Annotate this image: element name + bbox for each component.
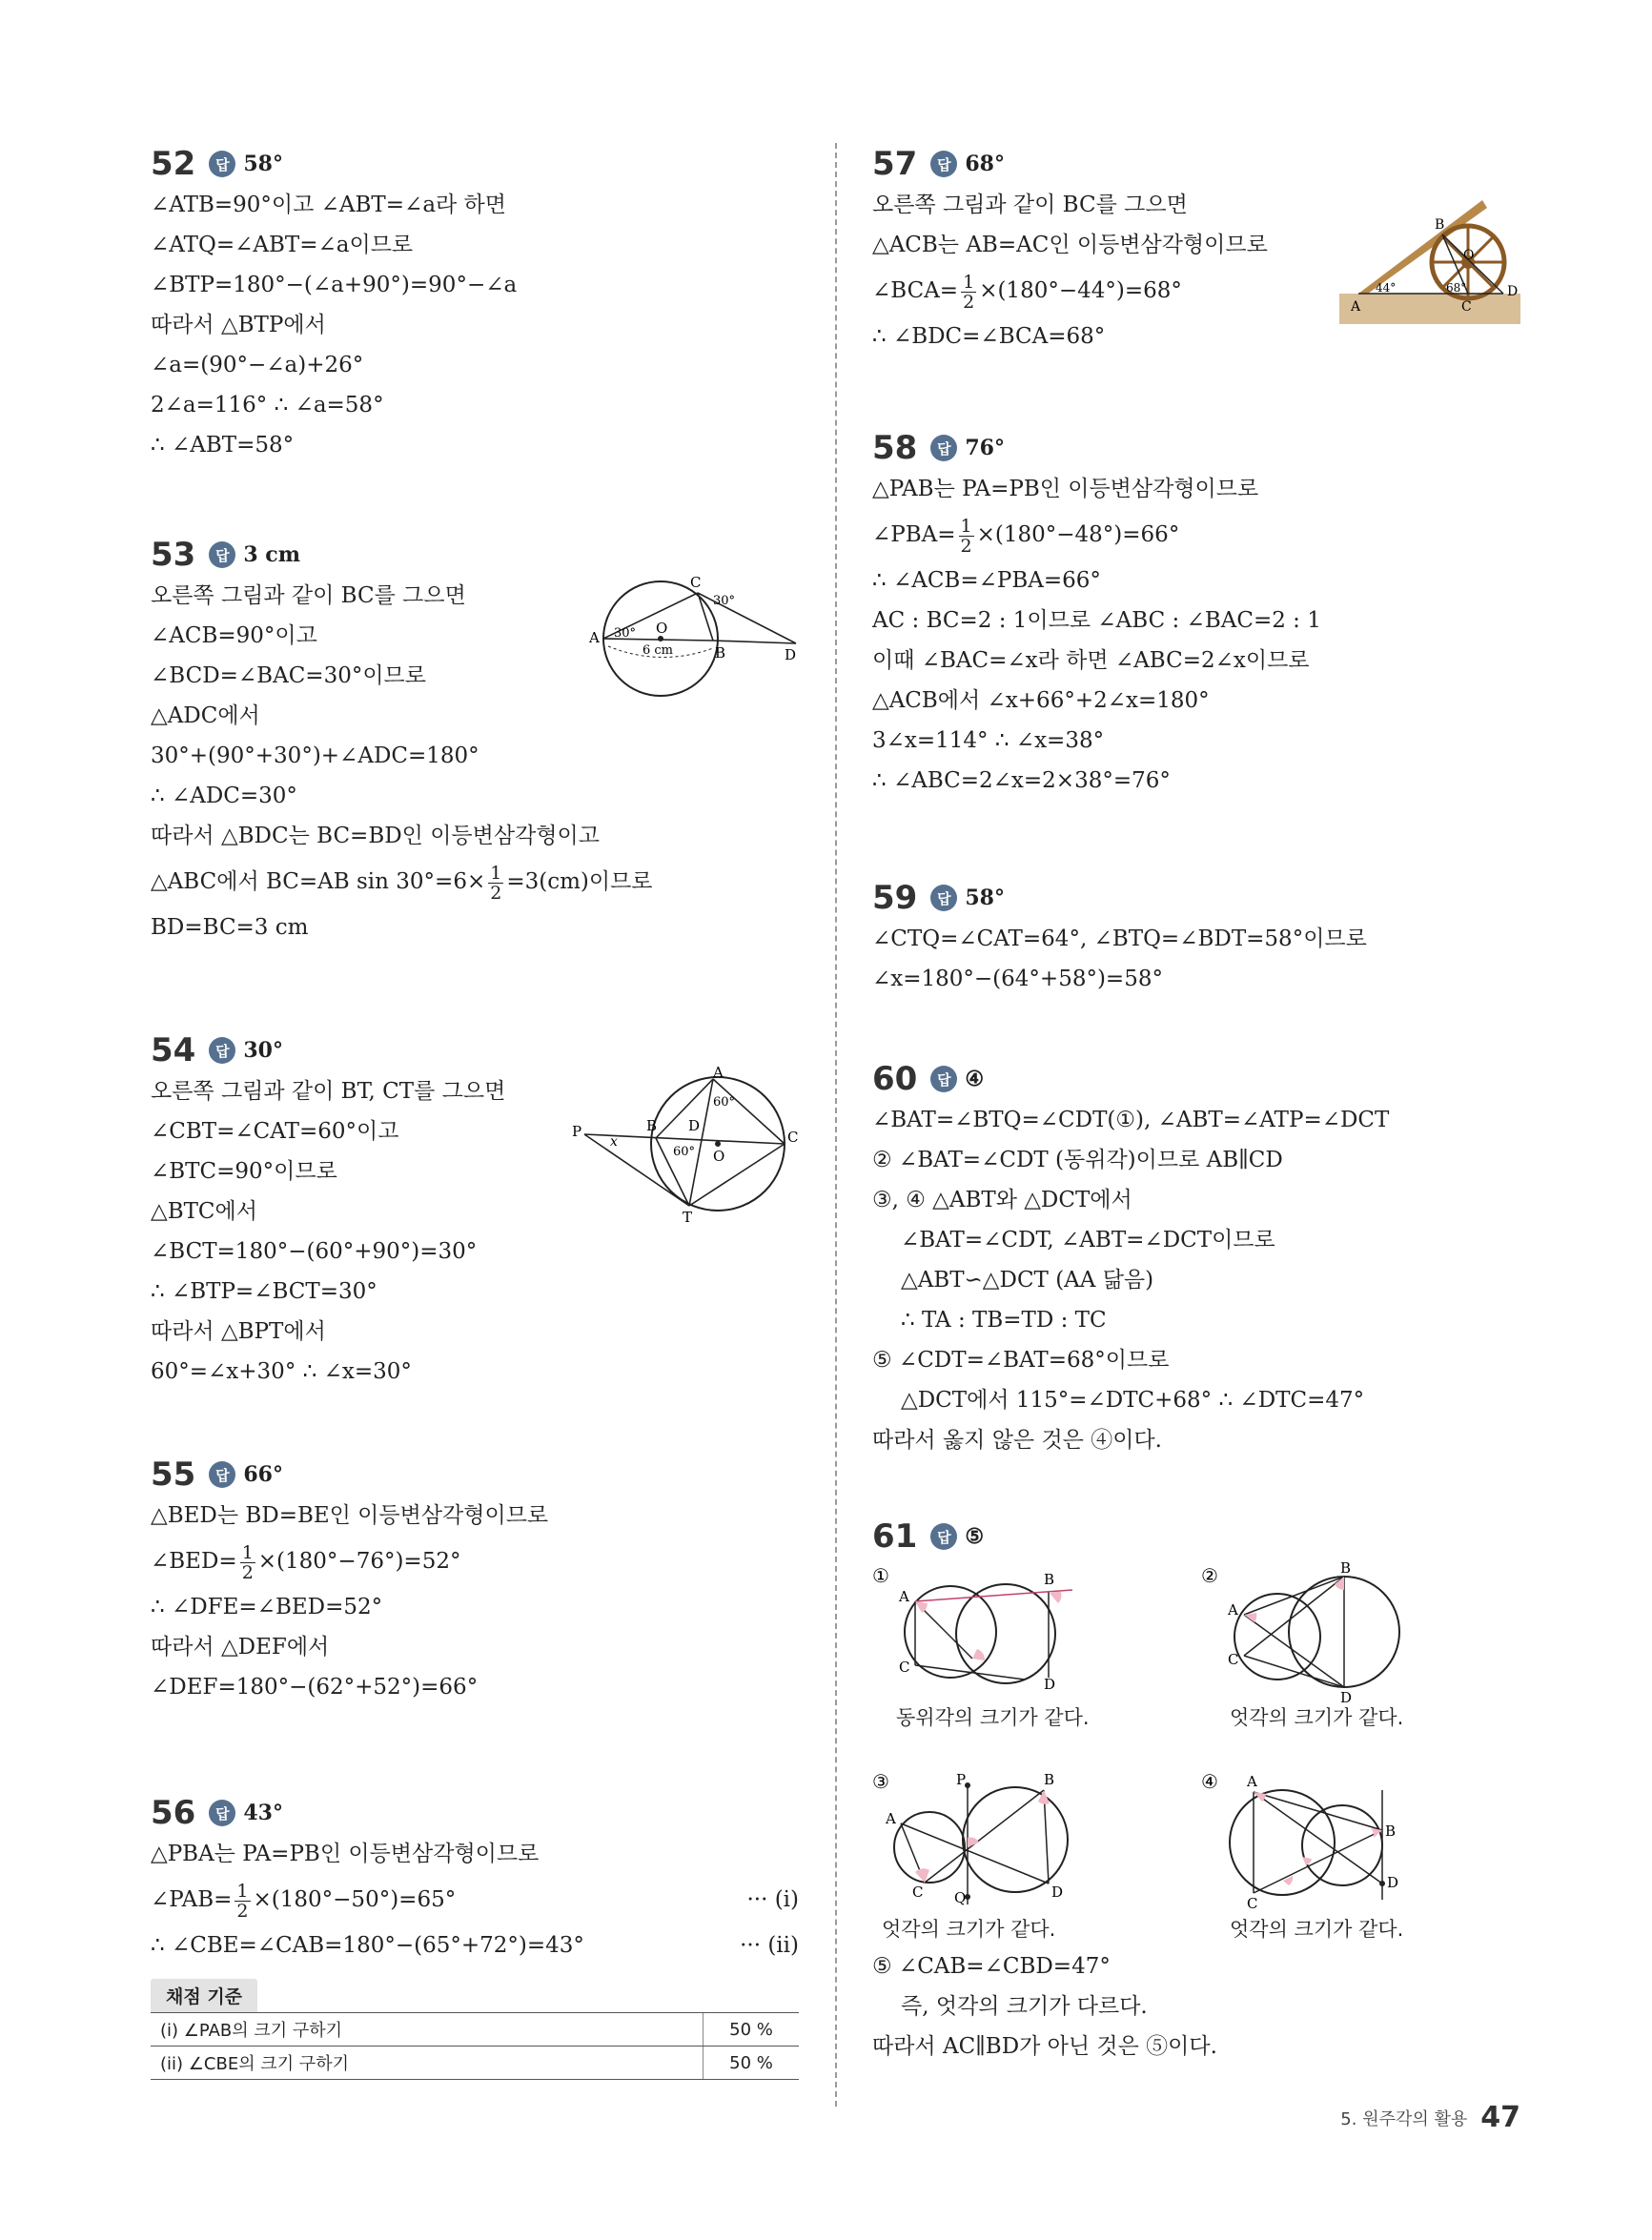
criteria-cell: (ii) ∠CBE의 크기 구하기 [151,2047,704,2080]
answer-value: 3 cm [243,542,300,567]
label-P: P [956,1771,967,1788]
solution-line: △BED는 BD=BE인 이등변삼각형이므로 [151,1503,549,1528]
label-O: O [713,1148,725,1165]
problem-52 [151,143,517,465]
text-segment: =3(cm)이므로 [506,869,653,894]
text-segment: ×(180°−48°)=66° [976,522,1180,547]
problem-number: 60 [872,1060,918,1098]
text-segment: ∠PAB= [151,1887,233,1912]
solution-line: ∠BTP=180°−(∠a+90°)=90°−∠a [151,273,518,297]
label-A: A [1228,1601,1238,1619]
solution-line: ∠ATB=90°이고 ∠ABT=∠a라 하면 [151,193,506,217]
problem-55 [151,1454,548,1707]
problem-54 [151,1029,799,1392]
solution-line: 따라서 △DEF에서 [151,1635,330,1660]
length-label: 6 cm [642,643,674,658]
solution-line [872,509,1321,560]
problem-59 [872,877,1367,999]
figure-61-3 [872,1771,1101,1908]
denominator: 2 [241,1561,254,1583]
text-segment: △ABC에서 BC=AB sin 30°=6× [151,869,486,894]
figure-61-4 [1201,1770,1420,1912]
scoring-table [151,1979,799,2080]
label-C: C [912,1884,924,1901]
label-B: B [715,644,726,662]
answer-badge: 답 [930,1066,957,1092]
figure-caption: 엇각의 크기가 같다. [882,1918,1056,1941]
answer-badge: 답 [930,151,957,177]
label-A: A [589,629,600,646]
denominator: 2 [490,882,502,904]
fraction [488,864,503,903]
table-row [151,2047,799,2080]
numerator: 1 [490,862,502,884]
problem-number: 53 [151,536,196,574]
solution-line [151,856,799,907]
answer-value: 30° [243,1038,283,1063]
solution-line: △PAB는 PA=PB인 이등변삼각형이므로 [872,477,1259,501]
problem-number: 56 [151,1794,196,1832]
label-B: B [1044,1571,1055,1588]
label-C: C [1228,1651,1239,1668]
label-D: D [1051,1884,1064,1901]
label-O: O [656,620,668,637]
problem-57 [872,143,1540,356]
angle-label: 30° [713,594,736,608]
label-C: C [899,1659,910,1676]
fraction [235,1882,250,1921]
text-segment: ∴ ∠CBE=∠CAB=180°−(65°+72°)=43° [151,1933,584,1958]
problem-number: 57 [872,145,918,183]
answer-value: 66° [243,1462,283,1487]
answer-badge: 답 [930,885,957,911]
solution-line: 오른쪽 그림과 같이 BT, CT를 그으면 [151,1079,506,1104]
solution-line: ∴ ∠ABC=2∠x=2×38°=76° [872,768,1171,793]
label-D: D [1340,1689,1353,1706]
solution-line: 따라서 △BPT에서 [151,1319,326,1344]
answer-value: 68° [965,152,1005,176]
label-A: A [899,1588,909,1605]
table-row [151,2013,799,2047]
problem-number: 54 [151,1031,196,1069]
answer-value: 43° [243,1801,283,1825]
label-D: D [1044,1676,1056,1693]
solution-line: △ABT∽△DCT (AA 닮음) [901,1268,1154,1293]
label-C: C [690,574,702,591]
answer-value: ⑤ [965,1524,985,1549]
solution-line: △DCT에서 115°=∠DTC+68° ∴ ∠DTC=47° [901,1388,1365,1413]
numerator: 1 [236,1880,249,1902]
solution-line: △ADC에서 [151,703,260,728]
answer-value: ④ [965,1067,985,1091]
fraction [961,273,976,312]
solution-line: △PBA는 PA=PB인 이등변삼각형이므로 [151,1842,540,1866]
figure-caption: 엇각의 크기가 같다. [1230,1706,1404,1729]
answer-badge: 답 [930,1523,957,1550]
solution-line: ∠CBT=∠CAT=60°이고 [151,1119,399,1144]
answer-badge: 답 [209,1461,235,1488]
solution-line: 따라서 △BTP에서 [151,313,326,337]
label-D: D [688,1117,701,1134]
problem-60 [872,1058,1389,1460]
figure-caption: 동위각의 크기가 같다. [896,1706,1090,1729]
answer-badge: 답 [209,151,235,177]
label-C: C [1247,1895,1258,1912]
solution-line: ∴ TA : TB=TD : TC [901,1308,1107,1333]
label-B: B [1435,217,1445,233]
answer-value: 58° [965,886,1005,910]
problem-number: 55 [151,1456,196,1494]
solution-line: ∠DEF=180°−(62°+52°)=66° [151,1675,479,1700]
problem-number: 58 [872,429,918,467]
answer-badge: 답 [930,435,957,461]
page-number: 47 [1480,2101,1520,2134]
solution-line: ∴ ∠DFE=∠BED=52° [151,1595,383,1619]
text-segment: ∠BCA= [872,278,959,303]
label-Q: Q [954,1889,967,1906]
figure-61-1 [872,1565,1091,1693]
label-P: P [572,1123,582,1140]
text-segment: ×(180°−50°)=65° [253,1887,457,1912]
text-segment: ∠PBA= [872,522,956,547]
solution-line: ⑤ ∠CAB=∠CBD=47° [872,1954,1111,1979]
figure-57-wheel [1339,181,1520,328]
solution-line: ∠ACB=90°이고 [151,623,317,648]
text-segment: ×(180°−44°)=68° [979,278,1182,303]
solution-line: ⑤ ∠CDT=∠BAT=68°이므로 [872,1348,1170,1373]
solution-line: AC : BC=2 : 1이므로 ∠ABC : ∠BAC=2 : 1 [872,608,1321,633]
solution-line: ∠BTC=90°이므로 [151,1159,337,1184]
solution-line: ∴ ∠ADC=30° [151,784,297,808]
scoring-title: 채점 기준 [151,1979,257,2012]
solution-line: ∴ ∠BDC=∠BCA=68° [872,324,1106,349]
figure-number: ② [1201,1564,1218,1587]
text-segment: ∠BED= [151,1549,237,1574]
solution-line [151,1536,548,1587]
problem-58 [872,427,1321,801]
label-A: A [1247,1773,1257,1790]
text-segment: ×(180°−76°)=52° [257,1549,461,1574]
answer-badge: 답 [209,541,235,568]
solution-line: ② ∠BAT=∠CDT (동위각)이므로 AB∥CD [872,1148,1283,1172]
chapter-title: 5. 원주각의 활용 [1340,2108,1468,2129]
numerator: 1 [241,1541,254,1563]
solution-line: △ACB는 AB=AC인 이등변삼각형이므로 [872,233,1268,257]
solution-line: 2∠a=116° ∴ ∠a=58° [151,393,384,417]
answer-value: 76° [965,436,1005,460]
label-B: B [1385,1823,1397,1840]
solution-line: BD=BC=3 cm [151,915,309,940]
denominator: 2 [236,1900,249,1922]
label-A: A [886,1810,896,1827]
solution-line: ∠BAT=∠BTQ=∠CDT(①), ∠ABT=∠ATP=∠DCT [872,1108,1390,1132]
solution-line: ③, ④ △ABT와 △DCT에서 [872,1188,1132,1212]
answer-badge: 답 [209,1800,235,1826]
denominator: 2 [963,291,975,313]
fraction [959,517,974,556]
step-marker: ··· (i) [746,1887,799,1912]
page-footer [1340,2101,1520,2134]
solution-line [151,1874,799,1925]
label-A: A [1351,299,1361,315]
label-T: T [683,1209,693,1226]
label-O: O [1463,248,1475,263]
label-B: B [646,1117,658,1134]
solution-line: 오른쪽 그림과 같이 BC를 그으면 [872,193,1188,217]
solution-line: 이때 ∠BAC=∠x라 하면 ∠ABC=2∠x이므로 [872,648,1310,673]
solution-line: ∠ATQ=∠ABT=∠a이므로 [151,233,414,257]
step-marker: ··· (ii) [740,1933,799,1958]
label-C: C [1461,299,1472,315]
solution-line: ∠a=(90°−∠a)+26° [151,353,364,377]
problem-53 [151,534,799,947]
column-divider [835,143,837,2107]
figure-caption: 엇각의 크기가 같다. [1230,1918,1404,1941]
solution-line: 따라서 옳지 않은 것은 ④이다. [872,1428,1162,1453]
solution-line: 즉, 엇각의 크기가 다르다. [901,1994,1148,2019]
label-B: B [1340,1559,1352,1577]
numerator: 1 [960,515,972,537]
answer-badge: 답 [209,1037,235,1064]
problem-number: 61 [872,1517,918,1556]
answer-value: 58° [243,152,283,176]
percent-cell: 50 % [704,2047,800,2080]
solution-line: ∠BCT=180°−(60°+90°)=30° [151,1239,478,1264]
problem-number: 59 [872,879,918,917]
solution-line: ∴ ∠BTP=∠BCT=30° [151,1279,377,1304]
angle-label: 30° [614,626,637,641]
solution-line: ∠CTQ=∠CAT=64°, ∠BTQ=∠BDT=58°이므로 [872,927,1367,951]
label-C: C [787,1129,799,1146]
figure-54-circle [570,1064,799,1233]
figure-number: ③ [872,1770,889,1793]
fraction [240,1543,255,1582]
label-x: x [610,1134,618,1150]
problem-number: 52 [151,145,196,183]
figure-53-circle [580,572,799,709]
problem-56 [151,1792,799,2074]
figure-number: ① [872,1564,889,1587]
solution-line: 따라서 AC∥BD가 아닌 것은 ⑤이다. [872,2034,1217,2059]
label-D: D [1387,1874,1399,1891]
solution-line [151,1925,799,1965]
numerator: 1 [963,271,975,293]
label-D: D [785,646,797,663]
solution-line: ∠BAT=∠CDT, ∠ABT=∠DCT이므로 [901,1228,1275,1252]
angle-label: 44° [1376,281,1397,295]
solution-line: 3∠x=114° ∴ ∠x=38° [872,728,1105,753]
solution-line: 오른쪽 그림과 같이 BC를 그으면 [151,583,466,608]
solution-line: 60°=∠x+30° ∴ ∠x=30° [151,1359,412,1384]
solution-line: ∠x=180°−(64°+58°)=58° [872,967,1163,991]
angle-label: 68° [1446,281,1467,295]
criteria-cell: (i) ∠PAB의 크기 구하기 [151,2013,704,2047]
denominator: 2 [960,535,972,557]
solution-line: ∴ ∠ABT=58° [151,433,295,458]
solution-line: △BTC에서 [151,1199,257,1224]
solution-line: 30°+(90°+30°)+∠ADC=180° [151,743,479,768]
label-A: A [713,1064,724,1081]
solution-line: 따라서 △BDC는 BC=BD인 이등변삼각형이고 [151,824,600,848]
label-B: B [1044,1771,1055,1788]
solution-line: ∴ ∠ACB=∠PBA=66° [872,568,1101,593]
solution-line: △ACB에서 ∠x+66°+2∠x=180° [872,688,1210,713]
conclusion [872,1946,1217,2067]
angle-label: 60° [673,1145,696,1159]
solution-line: ∠BCD=∠BAC=30°이므로 [151,663,426,688]
percent-cell: 50 % [704,2013,800,2047]
angle-label: 60° [713,1095,736,1110]
figure-61-2 [1201,1559,1420,1706]
label-D: D [1507,284,1519,299]
figure-number: ④ [1201,1770,1218,1793]
